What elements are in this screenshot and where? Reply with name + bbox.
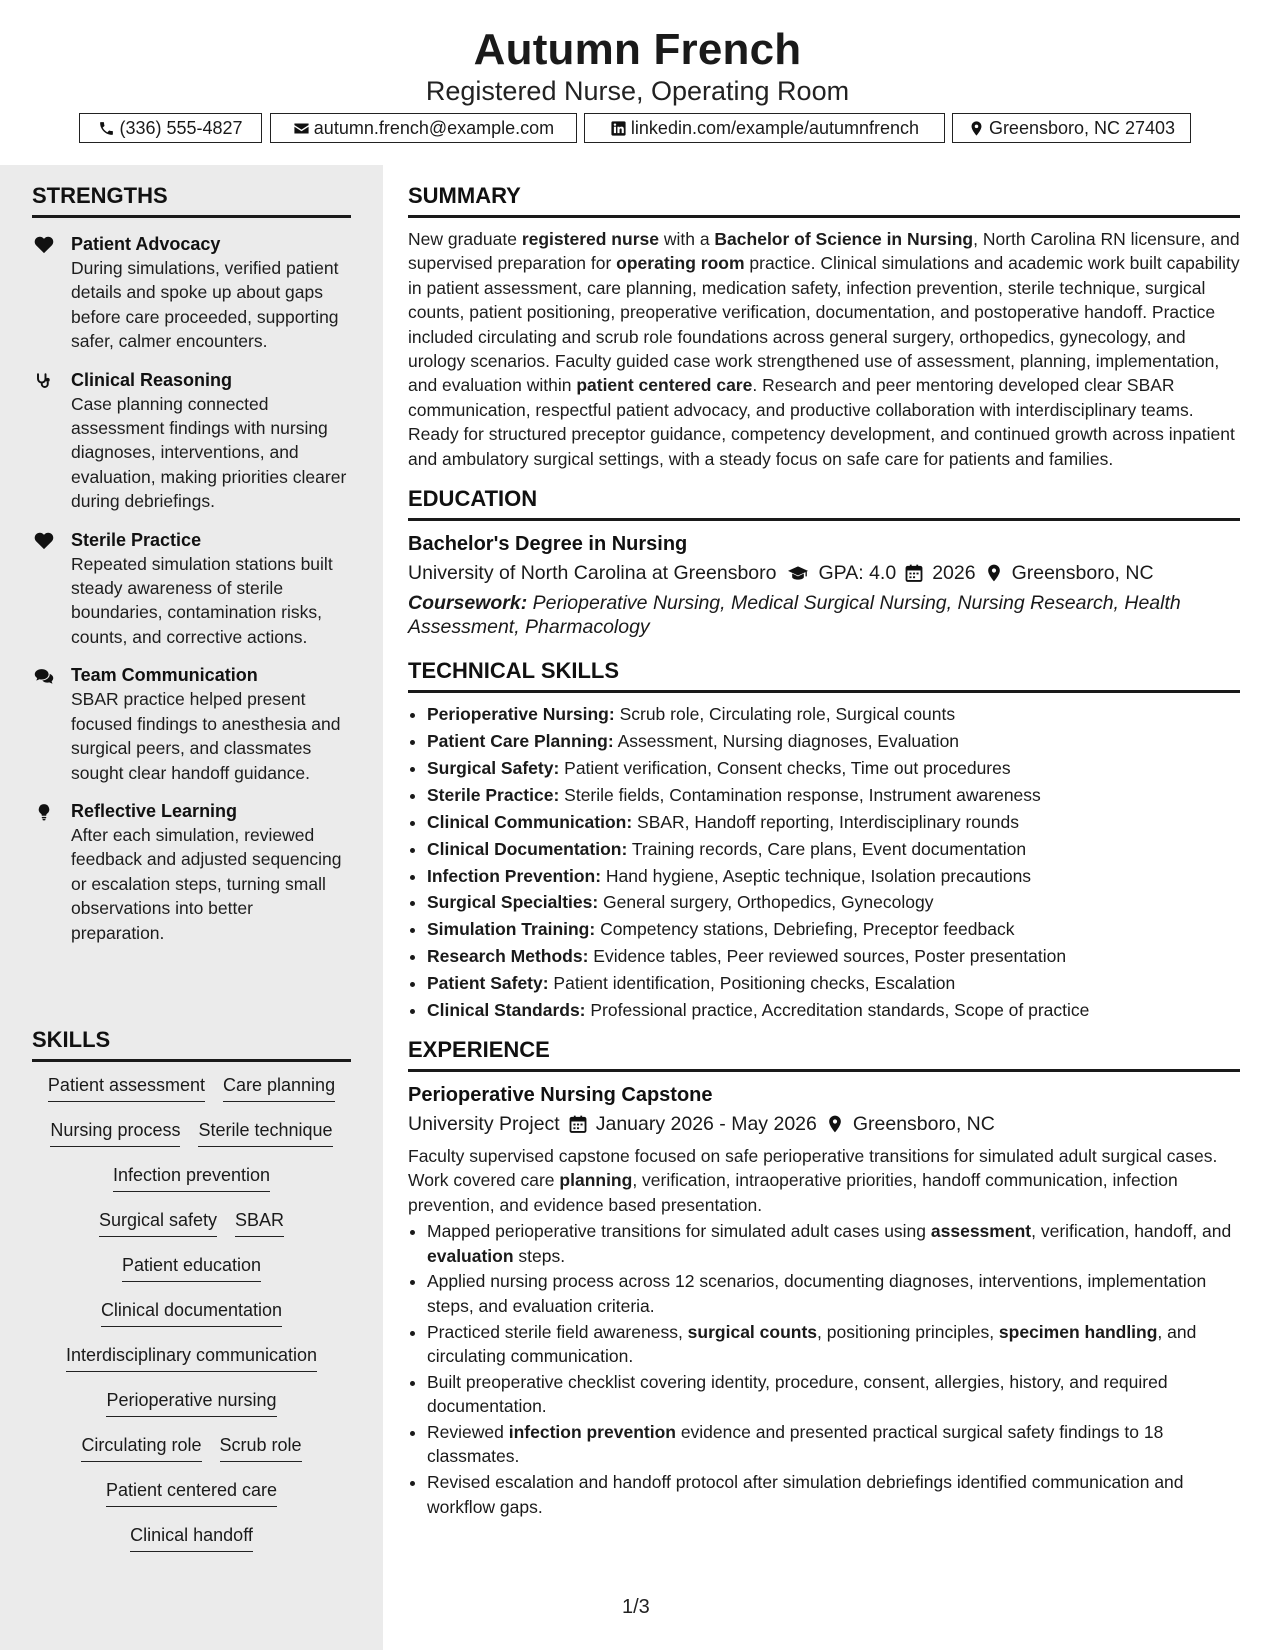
school-name: University of North Carolina at Greensboro (408, 562, 777, 585)
text-run: with a (658, 229, 715, 249)
skill-row (32, 1162, 351, 1207)
experience-bullet (427, 1320, 1240, 1369)
technical-skills-heading: TECHNICAL SKILLS (408, 658, 1240, 693)
location-pin-icon (968, 120, 985, 137)
skill-values: Evidence tables, Peer reviewed sources, Poster presentation (588, 946, 1067, 967)
bold-text: evaluation (427, 1245, 514, 1266)
contact-linkedin-text: linkedin.com/example/autumnfrench (630, 117, 920, 138)
summary-text (408, 227, 1240, 471)
skill-row (32, 1387, 351, 1432)
skill-row (32, 1342, 351, 1387)
text-run: New graduate (408, 229, 522, 249)
skill-values: Sterile fields, Contamination response, Instrument awareness (559, 784, 1041, 805)
strength-body: During simulations, verified patient details and spoke up about gaps before care proceeded, supporting safer, calmer encounters. (71, 258, 339, 352)
contact-phone-text: (336) 555-4827 (119, 117, 243, 138)
skill-category: Patient Safety: (427, 973, 549, 994)
text-run: steps. (513, 1245, 566, 1266)
main-content (408, 165, 1240, 1520)
location-pin-icon (984, 563, 1004, 583)
bold-text: infection prevention (508, 1421, 676, 1442)
contact-linkedin[interactable] (584, 113, 945, 143)
strength-title: Team Communication (71, 665, 258, 686)
skill-category: Simulation Training: (427, 919, 596, 940)
bold-text: surgical counts (687, 1321, 818, 1342)
strength-body: Repeated simulation stations built steady awareness of sterile boundaries, contamination risks, counts, and corrective actions. (71, 553, 333, 647)
text-run: Reviewed (427, 1421, 509, 1442)
skill-tag: Patient education (122, 1252, 261, 1282)
experience-dates: January 2026 - May 2026 (595, 1112, 817, 1135)
role-title: Perioperative Nursing Capstone (408, 1083, 713, 1106)
bold-text: planning (559, 1170, 633, 1191)
skill-category: Sterile Practice: (427, 784, 560, 805)
strength-title: Clinical Reasoning (71, 369, 233, 390)
bold-text: assessment (930, 1221, 1032, 1242)
strength-body: Case planning connected assessment findings with nursing diagnoses, interventions, and evaluation, making priorities clearer during debriefings. (71, 393, 347, 512)
text-run: evidence and presented practical surgical safety findings to 18 classmates. (427, 1421, 1164, 1467)
bold-text: operating room (616, 253, 745, 274)
graduation-year: 2026 (932, 562, 976, 585)
text-run: Applied nursing process across 12 scenarios, documenting diagnoses, interventions, implementation steps, and evaluation criteria. (427, 1271, 1207, 1316)
skill-tag: Surgical safety (99, 1207, 217, 1237)
coursework-list: Perioperative Nursing, Medical Surgical Nursing, Nursing Research, Health Assessment, Pharmacology (408, 592, 1181, 639)
skills-section (32, 1027, 351, 1567)
technical-skill-item (427, 916, 1240, 943)
skill-category: Clinical Documentation: (427, 838, 628, 859)
strength-item (32, 663, 351, 785)
experience-description (408, 1144, 1240, 1217)
skill-category: Surgical Safety: (427, 757, 560, 778)
strength-title: Sterile Practice (71, 529, 202, 550)
phone-icon (98, 120, 115, 137)
strength-item (32, 528, 351, 650)
strength-body: SBAR practice helped present focused findings to anesthesia and surgical peers, and classmates sought clear handoff guidance. (71, 689, 341, 783)
bold-text: specimen handling (998, 1321, 1158, 1342)
calendar-icon (904, 563, 924, 583)
experience-details (408, 1110, 1240, 1138)
experience-bullets (408, 1219, 1240, 1519)
bold-text: patient centered care (576, 375, 753, 396)
text-run: Revised escalation and handoff protocol after simulation debriefings identified communication and workflow gaps. (427, 1472, 1184, 1517)
skill-tag: Clinical handoff (130, 1522, 253, 1552)
technical-skill-item (427, 755, 1240, 782)
candidate-title: Registered Nurse, Operating Room (425, 76, 850, 106)
skill-row (32, 1297, 351, 1342)
strength-item (32, 232, 351, 354)
strength-item (32, 368, 351, 514)
bold-text: registered nurse (521, 229, 659, 249)
skill-tag: Care planning (223, 1072, 335, 1102)
text-run: Mapped perioperative transitions for simulated adult cases using (427, 1221, 931, 1242)
skill-row (32, 1477, 351, 1522)
technical-skill-item (427, 701, 1240, 728)
contact-location (952, 113, 1191, 143)
skill-values: Competency stations, Debriefing, Preceptor feedback (595, 919, 1015, 940)
contact-email-text: autumn.french@example.com (313, 117, 555, 138)
skill-category: Perioperative Nursing: (427, 704, 615, 725)
skill-tag: Perioperative nursing (106, 1387, 276, 1417)
skill-values: Assessment, Nursing diagnoses, Evaluation (613, 730, 960, 751)
text-run: . Research and peer mentoring developed clear SBAR communication, respectful patient advocacy, and productive collaboration with interdisciplinary teams. Ready for structured preceptor guidance, competency development, and continued growth across inpatient and ambulatory surgical settings, with a steady focus on safe care for patients and families. (408, 375, 1235, 469)
page-number: 1/3 (622, 1596, 650, 1618)
technical-skill-item (427, 889, 1240, 916)
experience-bullet (427, 1420, 1240, 1469)
contact-email[interactable] (270, 113, 577, 143)
skill-values: Training records, Care plans, Event documentation (627, 838, 1027, 859)
graduation-cap-icon (785, 563, 811, 583)
skill-row (32, 1522, 351, 1567)
experience-bullet (427, 1470, 1240, 1519)
stethoscope-icon (34, 372, 54, 390)
strengths-heading: STRENGTHS (32, 183, 351, 218)
skill-tag: Clinical documentation (101, 1297, 282, 1327)
contact-location-text: Greensboro, NC 27403 (988, 117, 1176, 138)
degree-title: Bachelor's Degree in Nursing (408, 533, 688, 556)
experience-bullet (427, 1219, 1240, 1268)
skill-tag: Infection prevention (113, 1162, 270, 1192)
technical-skill-item (427, 997, 1240, 1024)
heart-icon (34, 236, 54, 254)
technical-skills-list (408, 701, 1240, 1024)
strength-title: Patient Advocacy (71, 234, 221, 254)
experience-bullet (427, 1269, 1240, 1318)
text-run: Practiced sterile field awareness, (427, 1321, 688, 1342)
skill-category: Research Methods: (427, 946, 589, 967)
technical-skill-item (427, 809, 1240, 836)
skill-category: Surgical Specialties: (427, 892, 599, 913)
strength-item (32, 799, 351, 945)
summary-section (408, 183, 1240, 471)
resume-header (0, 0, 1275, 106)
lightbulb-icon (34, 803, 54, 821)
technical-skill-item (427, 836, 1240, 863)
contact-phone[interactable] (79, 113, 262, 143)
education-details (408, 559, 1240, 587)
experience-bullet (427, 1370, 1240, 1419)
skill-values: SBAR, Handoff reporting, Interdisciplinary rounds (632, 811, 1019, 832)
strength-title: Reflective Learning (71, 800, 238, 821)
envelope-icon (293, 120, 310, 137)
experience-heading: EXPERIENCE (408, 1037, 1240, 1072)
technical-skill-item (427, 863, 1240, 890)
education-heading: EDUCATION (408, 486, 1240, 521)
skill-row (32, 1252, 351, 1297)
organization: University Project (408, 1112, 560, 1135)
experience-location: Greensboro, NC (852, 1112, 995, 1135)
strengths-section (32, 183, 351, 945)
technical-skill-item (427, 970, 1240, 997)
skill-tag: Patient centered care (106, 1477, 277, 1507)
skill-row (32, 1207, 351, 1252)
technical-skills-section (408, 658, 1240, 1024)
text-run: practice. Clinical simulations and academic work built capability in patient assessment, care planning, medication safety, infection prevention, sterile technique, surgical counts, patient positioning, preoperative verification, documentation, and postoperative handoff. Practice included circulating and scrub role foundations across general surgery, orthopedics, gynecology, and urology scenarios. Faculty guided case work strengthened use of assessment, planning, implementation, and evaluation within (408, 253, 1240, 396)
technical-skill-item (427, 782, 1240, 809)
skills-heading: SKILLS (32, 1027, 351, 1062)
bold-text: Bachelor of Science in Nursing (714, 229, 974, 249)
contact-bar (0, 113, 1275, 145)
skill-category: Clinical Communication: (427, 811, 633, 832)
coursework-label: Coursework: (408, 592, 528, 615)
text-run: , verification, intraoperative priorities, handoff communication, infection prevention, and evidence based presentation. (408, 1170, 1178, 1215)
skill-category: Clinical Standards: (427, 1000, 586, 1021)
skill-values: Hand hygiene, Aseptic technique, Isolation precautions (601, 865, 1032, 886)
skill-values: Professional practice, Accreditation standards, Scope of practice (585, 1000, 1090, 1021)
education-location: Greensboro, NC (1011, 562, 1154, 585)
text-run: Faculty supervised capstone focused on safe perioperative transitions for simulated adult surgical cases. Work covered care (408, 1145, 1218, 1191)
summary-heading: SUMMARY (408, 183, 1240, 218)
experience-section (408, 1037, 1240, 1519)
skill-values: Scrub role, Circulating role, Surgical counts (614, 704, 956, 725)
skill-tag: Patient assessment (48, 1072, 205, 1102)
technical-skill-item (427, 728, 1240, 755)
location-pin-icon (825, 1114, 845, 1134)
candidate-name: Autumn French (473, 25, 802, 74)
text-run: , and circulating communication. (427, 1321, 1197, 1366)
skill-values: Patient verification, Consent checks, Time out procedures (559, 757, 1011, 778)
text-run: Built preoperative checklist covering identity, procedure, consent, allergies, history, and required documentation. (427, 1371, 1168, 1417)
technical-skill-item (427, 943, 1240, 970)
skill-tag: Circulating role (81, 1432, 201, 1462)
education-section (408, 486, 1240, 639)
skill-tag: SBAR (235, 1207, 284, 1237)
comments-icon (34, 667, 54, 685)
sidebar (0, 165, 383, 1650)
skill-tag: Sterile technique (198, 1117, 332, 1147)
skill-tag: Interdisciplinary communication (66, 1342, 317, 1372)
text-run: , positioning principles, (817, 1321, 999, 1342)
skill-tag: Nursing process (50, 1117, 180, 1147)
coursework (408, 591, 1240, 639)
strength-body: After each simulation, reviewed feedback and adjusted sequencing or escalation steps, turning small observations into better preparation. (71, 824, 342, 943)
heart-icon (34, 532, 54, 550)
gpa: GPA: 4.0 (818, 562, 897, 585)
skill-category: Patient Care Planning: (427, 730, 614, 751)
text-run: , North Carolina RN licensure, and supervised preparation for (408, 229, 1240, 274)
skill-values: Patient identification, Positioning checks, Escalation (548, 973, 956, 994)
skill-tag: Scrub role (220, 1432, 302, 1462)
skill-row (32, 1432, 351, 1477)
skill-row (32, 1072, 351, 1117)
skill-row (32, 1117, 351, 1162)
linkedin-icon (610, 120, 627, 137)
text-run: , verification, handoff, and (1031, 1221, 1232, 1242)
skill-category: Infection Prevention: (427, 865, 602, 886)
skill-values: General surgery, Orthopedics, Gynecology (598, 892, 934, 913)
calendar-icon (568, 1114, 588, 1134)
skills-list (32, 1072, 351, 1567)
